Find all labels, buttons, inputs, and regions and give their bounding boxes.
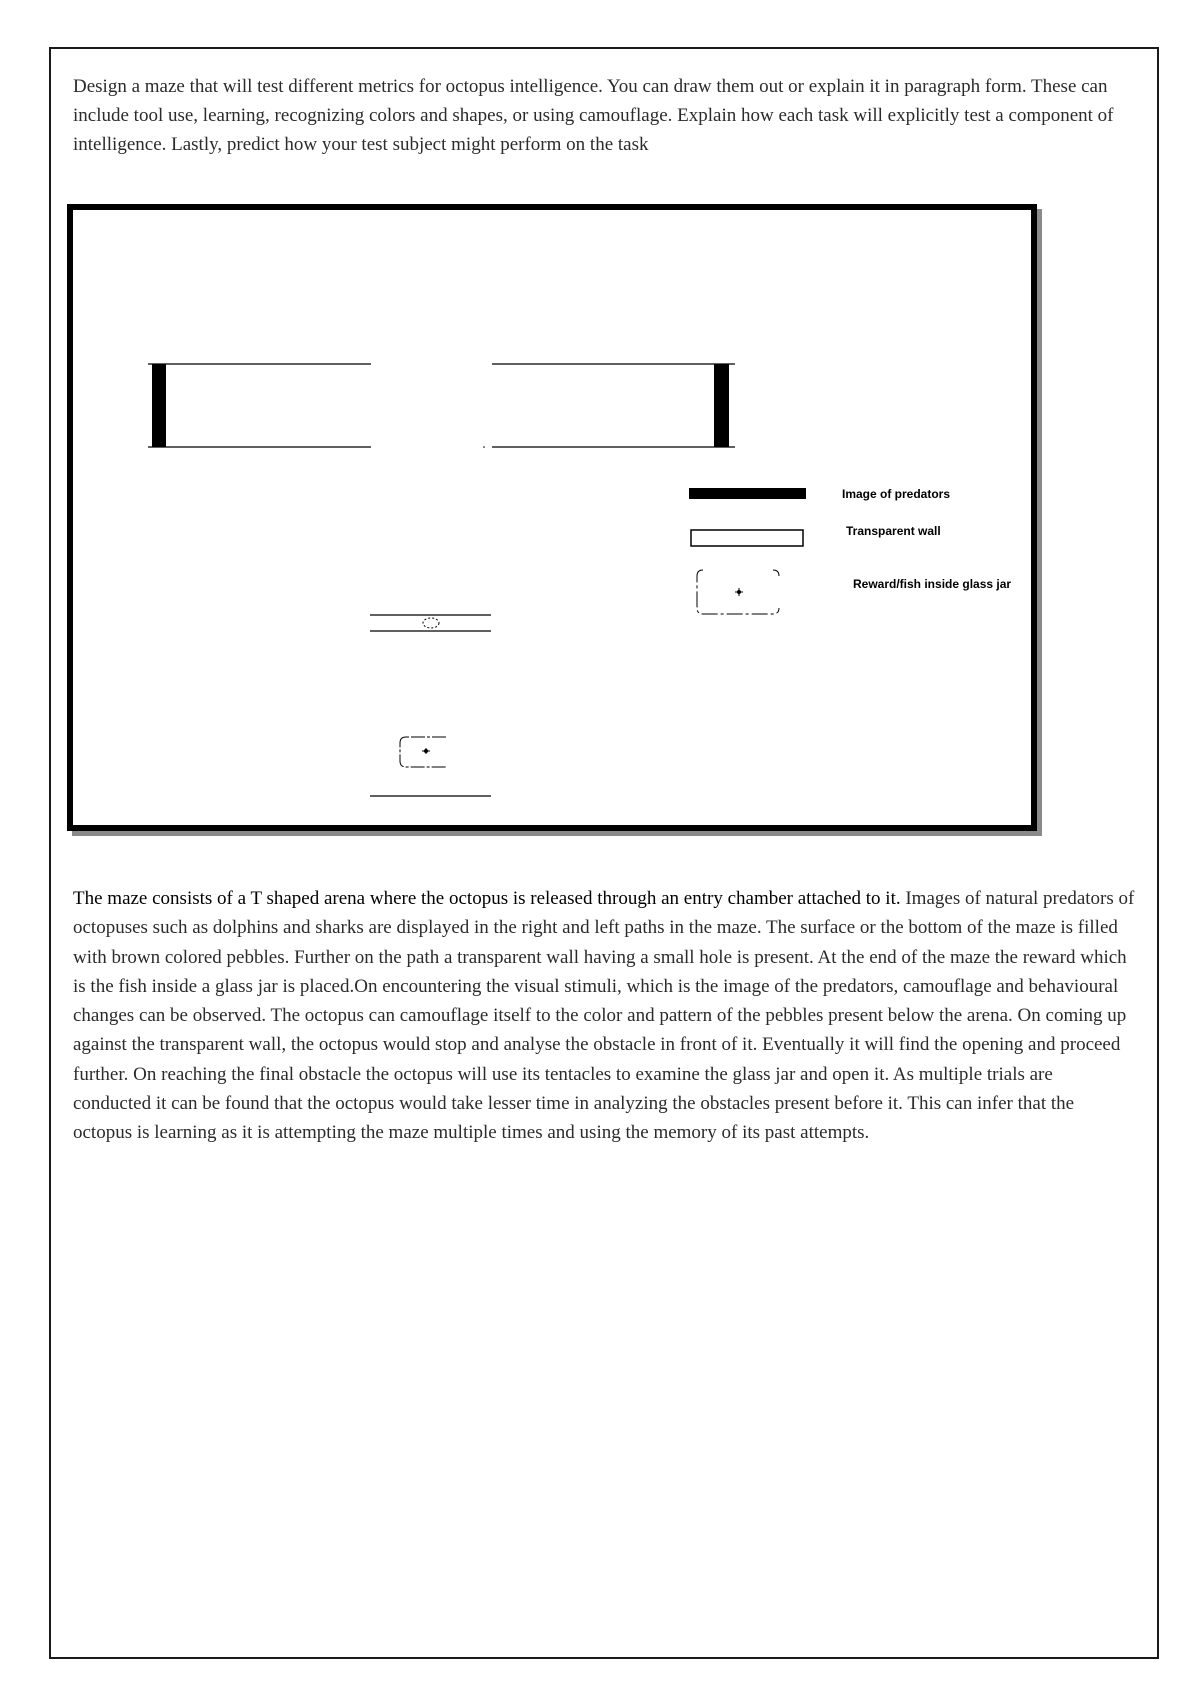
legend-wall-swatch: [691, 530, 803, 546]
legend-predators-label: Image of predators: [842, 487, 951, 501]
wall-hole: [423, 618, 439, 628]
legend-predator-swatch: [689, 488, 806, 499]
answer-body: Images of natural predators of octopuses such as dolphins and sharks are displayed in the right and left paths in the maze. The surface or the bottom of the maze is filled with brown colored pebbles. Further on the path a transparent wall having a small hole is present. At the end of the maze the reward which is the fish inside a glass jar is placed.On encountering the visual stimuli, which is the image of the predators, camouflage and behavioural changes can be observed. The octopus can camouflage itself to the color and pattern of the pebbles present below the arena. On coming up against the transparent wall, the octopus would stop and analyse the obstacle in front of it. Eventually it will find the opening and proceed further. On reaching the final obstacle the octopus will use its tentacles to examine the glass jar and open it. As multiple trials are conducted it can be found that the octopus would take lesser time in analyzing the obstacles present before it. This can infer that the octopus is learning as it is attempting the maze multiple times and using the memory of its past attempts.: [73, 888, 1135, 1144]
fish-icon: [422, 748, 430, 754]
reward-jar: [400, 737, 446, 767]
answer-paragraph: [73, 884, 1135, 1148]
answer-lead-sentence: The maze consists of a T shaped arena where the octopus is released through an entry chamber attached to it.: [73, 888, 901, 909]
maze-drawing: [73, 210, 1031, 825]
corner-dot: [483, 446, 485, 448]
legend-wall-label: Transparent wall: [846, 524, 941, 538]
predator-image-right: [714, 364, 729, 447]
predator-image-left: [152, 364, 166, 447]
legend: [689, 487, 1011, 614]
maze-diagram: [67, 204, 1037, 831]
legend-reward-label: Reward/fish inside glass jar: [853, 577, 1012, 591]
assignment-prompt: Design a maze that will test different metrics for octopus intelligence. You can draw them out or explain it in paragraph form. These can include tool use, learning, recognizing colors and shapes, or using camouflage. Explain how each task will explicitly test a component of intelligence. Lastly, predict how your test subject might perform on the task: [73, 76, 1114, 155]
legend-fish-icon: [735, 588, 743, 596]
